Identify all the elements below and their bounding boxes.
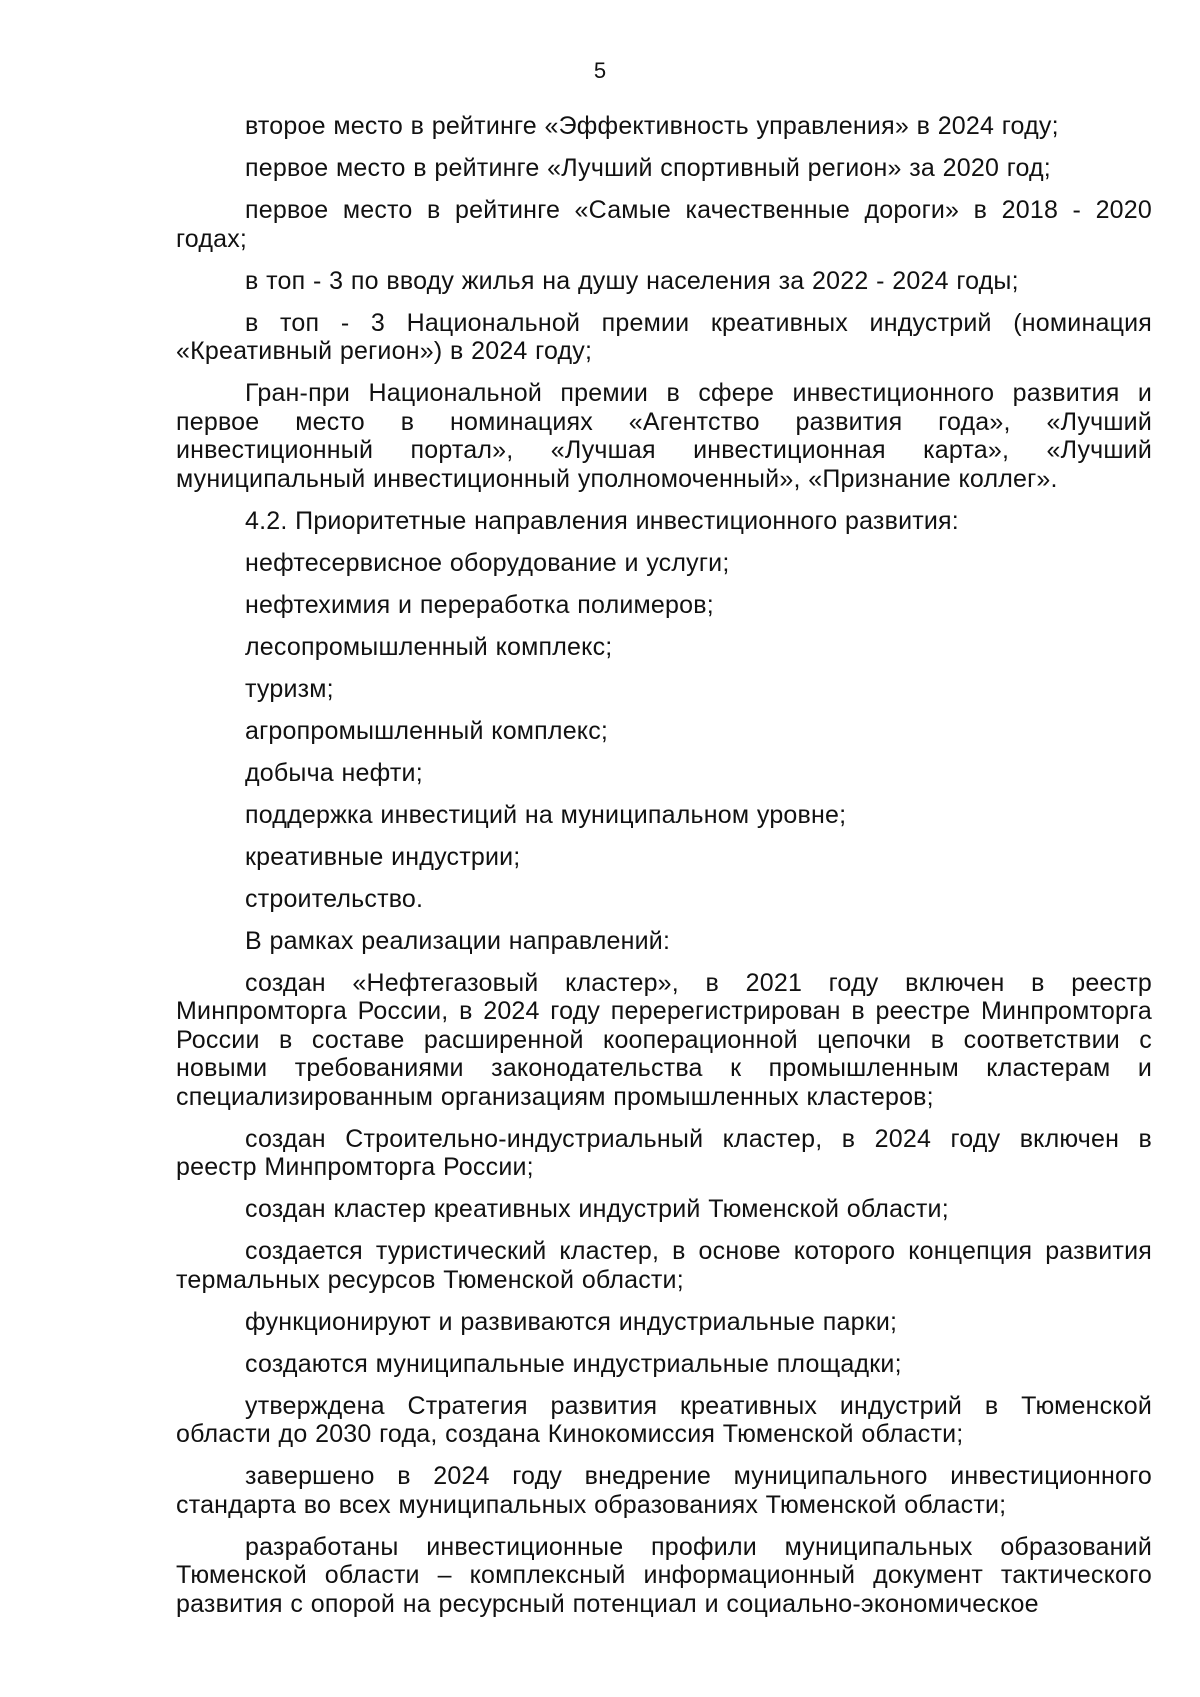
list-item: нефтехимия и переработка полимеров; [245, 590, 714, 619]
paragraph: утверждена Стратегия развития креативных индустрий в Тюменской области до 2030 года, создана Кинокомиссия Тюменской области; [176, 1391, 1152, 1448]
section-heading: 4.2. Приоритетные направления инвестиционного развития: [245, 506, 959, 535]
paragraph: создаются муниципальные индустриальные площадки; [245, 1349, 902, 1378]
list-item: туризм; [245, 674, 334, 703]
list-item: лесопромышленный комплекс; [245, 632, 613, 661]
paragraph: второе место в рейтинге «Эффективность управления» в 2024 году; [245, 112, 1059, 140]
paragraph: создается туристический кластер, в основе которого концепция развития термальных ресурсов Тюменской области; [176, 1237, 1152, 1294]
paragraph: создан кластер креативных индустрий Тюменской области; [245, 1195, 949, 1223]
list-item: строительство. [245, 884, 424, 913]
paragraph: завершено в 2024 году внедрение муниципального инвестиционного стандарта во всех муниципальных образованиях Тюменской области; [176, 1462, 1152, 1519]
list-item: добыча нефти; [245, 758, 423, 787]
page-number: 5 [593, 58, 607, 83]
list-item: агропромышленный комплекс; [245, 716, 609, 745]
document-body [176, 112, 1152, 1618]
paragraph: создан Строительно-индустриальный кластер, в 2024 году включен в реестр Минпромторга России; [176, 1124, 1152, 1181]
paragraph: первое место в рейтинге «Лучший спортивный регион» за 2020 год; [245, 154, 1051, 182]
paragraph: создан «Нефтегазовый кластер», в 2021 году включен в реестр Минпромторга России, в 2024 году перерегистрирован в реестре Минпромторга России в составе расширенной кооперационной цепочки в соответствии с новыми требованиями законодательства к промышленным кластерам и специализированным организациям промышленных кластеров; [176, 968, 1152, 1111]
paragraph: разработаны инвестиционные профили муниципальных образований Тюменской области – комплексный информационный документ тактического развития с опорой на ресурсный потенциал и социально-экономическое [176, 1532, 1152, 1618]
list-item: нефтесервисное оборудование и услуги; [245, 548, 730, 577]
paragraph: в топ - 3 по вводу жилья на душу населения за 2022 - 2024 годы; [245, 266, 1019, 295]
list-item: поддержка инвестиций на муниципальном уровне; [245, 800, 847, 829]
paragraph: первое место в рейтинге «Самые качественные дороги» в 2018 - 2020 годах; [176, 196, 1152, 253]
paragraph: В рамках реализации направлений: [245, 926, 671, 955]
paragraph: функционируют и развиваются индустриальные парки; [245, 1307, 898, 1336]
list-item: креативные индустрии; [245, 842, 521, 871]
paragraph: в топ - 3 Национальной премии креативных индустрий (номинация «Креативный регион») в 2024 году; [176, 308, 1152, 365]
paragraph: Гран-при Национальной премии в сфере инвестиционного развития и первое место в номинациях «Агентство развития года», «Лучший инвестиционный портал», «Лучшая инвестиционная карта», «Лучший муниципальный инвестиционный уполномоченный», «Признание коллег». [176, 379, 1152, 493]
